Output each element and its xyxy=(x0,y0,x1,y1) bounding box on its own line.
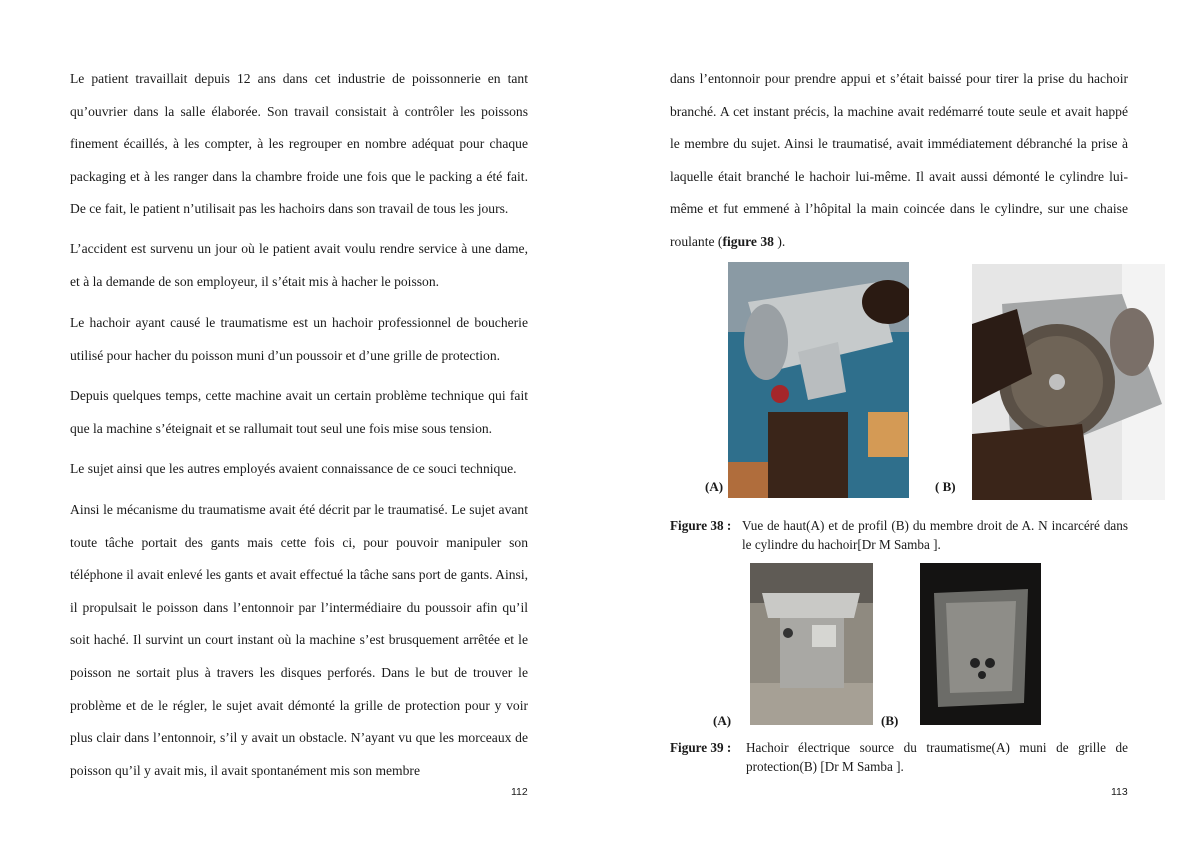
figure-39-photo-b xyxy=(920,563,1041,725)
paragraph-text: dans l’entonnoir pour prendre appui et s’était baissé pour tirer la prise du hachoir branché. A cet instant précis, la machine avait redémarré toute seule et avait happé le membre du sujet. Ainsi le traumatisé, avait immédiatement débranché la prise à laquelle était branché le hachoir lui-même. Il avait aussi démonté le cylindre lui-même et fut emmené à l’hôpital la main coincée dans le cylindre, sur une chaise roulante ( xyxy=(670,71,1128,249)
figure-38-label-a: (A) xyxy=(705,479,724,494)
page-number: 112 xyxy=(511,786,528,798)
paragraph-2: L’accident est survenu un jour où le patient avait voulu rendre service à une dame, et à la demande de son employeur, il s’était mis à hacher le poisson. xyxy=(70,241,528,289)
paragraph-5: Le sujet ainsi que les autres employés avaient connaissance de ce souci technique. xyxy=(70,461,517,476)
figure-39-caption-text: Hachoir électrique source du traumatisme(A) muni de grille de protection(B) [Dr M Samba ]. xyxy=(746,740,1128,774)
right-page xyxy=(600,0,1200,849)
figure-reference: figure 38 xyxy=(722,233,774,249)
figure-38-caption-label: Figure 38 : xyxy=(670,518,732,533)
figure-39-caption-label: Figure 39 : xyxy=(670,740,732,755)
figure-38-caption-text: Vue de haut(A) et de profil (B) du membre droit de A. N incarcéré dans le cylindre du hachoir[Dr M Samba ]. xyxy=(742,518,1128,552)
figure-39-label-b: (B) xyxy=(881,713,899,728)
page-number: 113 xyxy=(1111,786,1128,798)
paragraph-3: Le hachoir ayant causé le traumatisme est un hachoir professionnel de boucherie utilisé pour hacher du poisson muni d’un poussoir et d’une grille de protection. xyxy=(70,315,528,363)
figure-39-photo-a xyxy=(750,563,873,725)
figure-38-photo-b xyxy=(972,264,1165,500)
figure-38-label-b: ( B) xyxy=(935,479,956,494)
paragraph-6: Ainsi le mécanisme du traumatisme avait été décrit par le traumatisé. Le sujet avant toute tâche portait des gants mais cette fois ci, pour pouvoir manipuler son téléphone il avait enlevé les gants et avait effectué la tâche sans port de gants. Ainsi, il propulsait le poisson dans l’entonnoir par l’intermédiaire du poussoir afin qu’il soit haché. Il survint un court instant où la machine s’est brusquement arrêtée et le poisson ne sortait plus à travers les disques perforés. Dans le but de trouver le problème et de le régler, le sujet avait démonté la grille de protection pour y voir plus clair dans l’entonnoir, s’il y avait un obstacle. N’ayant vu que les morceaux de poisson qu’il y avait mis, il avait spontanément mis son membre xyxy=(70,502,528,778)
paragraph-4: Depuis quelques temps, cette machine avait un certain problème technique qui fait que la machine s’éteignait et se rallumait tout seul une fois mise sous tension. xyxy=(70,388,528,436)
figure-39-label-a: (A) xyxy=(713,713,732,728)
paragraph-end: ). xyxy=(773,233,786,249)
figure-38-photo-a xyxy=(728,262,909,498)
paragraph-1: Le patient travaillait depuis 12 ans dans cet industrie de poissonnerie en tant qu’ouvrier dans la salle élaborée. Son travail consistait à contrôler les poissons finement écaillés, à les compter, à les regrouper en nombre adéquat pour chaque packaging et à les ranger dans la chambre froide une fois que le packing a été fait. De ce fait, le patient n’utilisait pas les hachoirs dans son travail de tous les jours. xyxy=(70,71,528,217)
paragraph-continued xyxy=(670,63,1128,259)
